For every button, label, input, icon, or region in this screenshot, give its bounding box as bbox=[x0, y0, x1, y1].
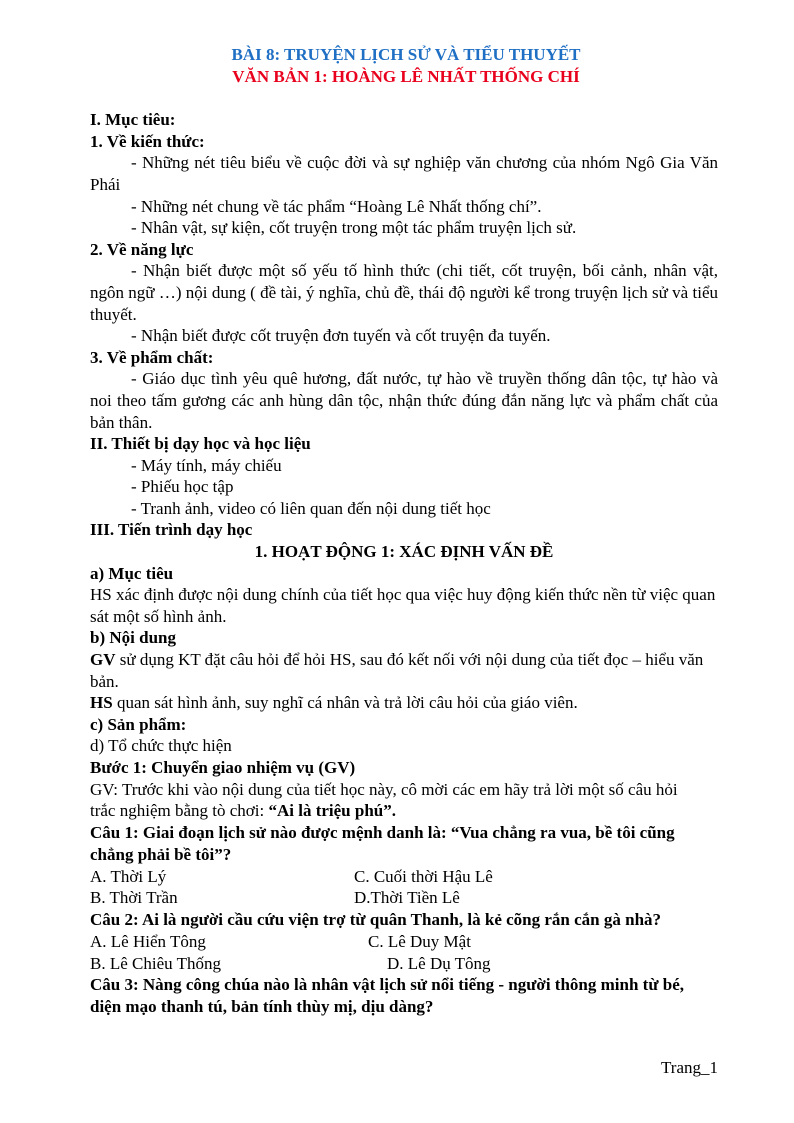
option-b: B. Thời Trần bbox=[90, 888, 178, 908]
knowledge-item: - Những nét tiêu biểu về cuộc đời và sự nghiệp văn chương của nhóm Ngô Gia Văn Phái bbox=[90, 153, 718, 194]
question-2: Câu 2: Ai là người cầu cứu viện trợ từ quân Thanh, là kẻ cõng rắn cắn gà nhà? bbox=[90, 909, 662, 929]
question-1: Câu 1: Giai đoạn lịch sử nào được mệnh danh là: “Vua chẳng ra vua, bề tôi cũng chẳng phải bề tôi”? bbox=[90, 822, 675, 864]
gv-label: GV bbox=[90, 650, 116, 670]
document-page bbox=[90, 44, 718, 1018]
option-b: B. Lê Chiêu Thống bbox=[90, 953, 221, 973]
step-1-text: GV: Trước khi vào nội dung của tiết học này, cô mời các em hãy trả lời một số câu hỏi trắc nghiệm bằng tò chơi: bbox=[90, 779, 678, 821]
option-a: A. Thời Lý bbox=[90, 866, 167, 886]
question-3: Câu 3: Nàng công chúa nào là nhân vật lịch sử nổi tiếng - người thông minh từ bé, diện mạo thanh tú, bản tính thùy mị, dịu dàng? bbox=[90, 975, 685, 1017]
text-title: VĂN BẢN 1: HOÀNG LÊ NHẤT THỐNG CHÍ bbox=[232, 66, 580, 86]
knowledge-item: - Nhân vật, sự kiện, cốt truyện trong một tác phẩm truyện lịch sử. bbox=[131, 218, 577, 238]
step-1-heading: Bước 1: Chuyển giao nhiệm vụ (GV) bbox=[90, 758, 356, 777]
objective-text: HS xác định được nội dung chính của tiết học qua việc huy động kiến thức nền từ việc quan sát một số hình ảnh. bbox=[90, 585, 716, 626]
product-heading: c) Sản phẩm: bbox=[90, 714, 187, 734]
content-heading: b) Nội dung bbox=[90, 628, 176, 648]
option-c: C. Cuối thời Hậu Lê bbox=[354, 866, 493, 886]
hs-paragraph bbox=[90, 692, 718, 714]
section-1-heading: I. Mục tiêu: bbox=[90, 110, 176, 130]
gv-paragraph bbox=[90, 649, 718, 692]
option-c: C. Lê Duy Mật bbox=[368, 931, 471, 951]
knowledge-heading: 1. Về kiến thức: bbox=[90, 131, 205, 151]
page-number: Trang_1 bbox=[661, 1058, 718, 1077]
gv-text: sử dụng KT đặt câu hỏi để hỏi HS, sau đó kết nối với nội dung của tiết đọc – hiểu văn bản. bbox=[90, 650, 704, 691]
competence-item: - Nhận biết được một số yếu tố hình thức (chi tiết, cốt truyện, bối cảnh, nhân vật, ngôn ngữ …) nội dung ( đề tài, ý nghĩa, chủ đề, thái độ người kể trong truyện lịch sử và tiểu thuyết. bbox=[90, 261, 718, 324]
quality-heading: 3. Về phẩm chất: bbox=[90, 347, 214, 367]
activity-title: 1. HOẠT ĐỘNG 1: XÁC ĐỊNH VẤN ĐỀ bbox=[254, 542, 554, 562]
equipment-item: - Tranh ảnh, video có liên quan đến nội dung tiết học bbox=[131, 498, 491, 518]
competence-heading: 2. Về năng lực bbox=[90, 239, 194, 259]
objective-heading: a) Mục tiêu bbox=[90, 563, 174, 583]
step-1-paragraph bbox=[90, 779, 718, 822]
organization-heading: d) Tổ chức thực hiện bbox=[90, 736, 232, 756]
option-a: A. Lê Hiển Tông bbox=[90, 931, 206, 951]
game-name: “Ai là triệu phú”. bbox=[268, 801, 396, 821]
question-1-options-row bbox=[90, 866, 718, 888]
equipment-item: - Phiếu học tập bbox=[131, 477, 234, 497]
option-d: D. Lê Dụ Tông bbox=[387, 953, 491, 973]
question-2-options-row bbox=[90, 931, 718, 953]
hs-label: HS bbox=[90, 693, 113, 713]
lesson-title: BÀI 8: TRUYỆN LỊCH SỬ VÀ TIỂU THUYẾT bbox=[231, 45, 581, 64]
knowledge-item: - Những nét chung về tác phẩm “Hoàng Lê Nhất thống chí”. bbox=[131, 196, 542, 216]
section-2-heading: II. Thiết bị dạy học và học liệu bbox=[90, 434, 311, 454]
question-2-options-row bbox=[90, 953, 718, 975]
option-d: D.Thời Tiền Lê bbox=[354, 888, 460, 908]
competence-item: - Nhận biết được cốt truyện đơn tuyến và cốt truyện đa tuyến. bbox=[131, 326, 551, 346]
equipment-item: - Máy tính, máy chiếu bbox=[131, 455, 282, 475]
hs-text: quan sát hình ảnh, suy nghĩ cá nhân và trả lời câu hỏi của giáo viên. bbox=[112, 693, 578, 713]
section-3-heading: III. Tiến trình dạy học bbox=[90, 520, 253, 540]
quality-item: - Giáo dục tình yêu quê hương, đất nước, tự hào về truyền thống dân tộc, tự hào và noi theo tấm gương các anh hùng dân tộc, nhận thức đúng đắn năng lực và phẩm chất của bản thân. bbox=[90, 369, 718, 432]
question-1-options-row bbox=[90, 887, 718, 909]
